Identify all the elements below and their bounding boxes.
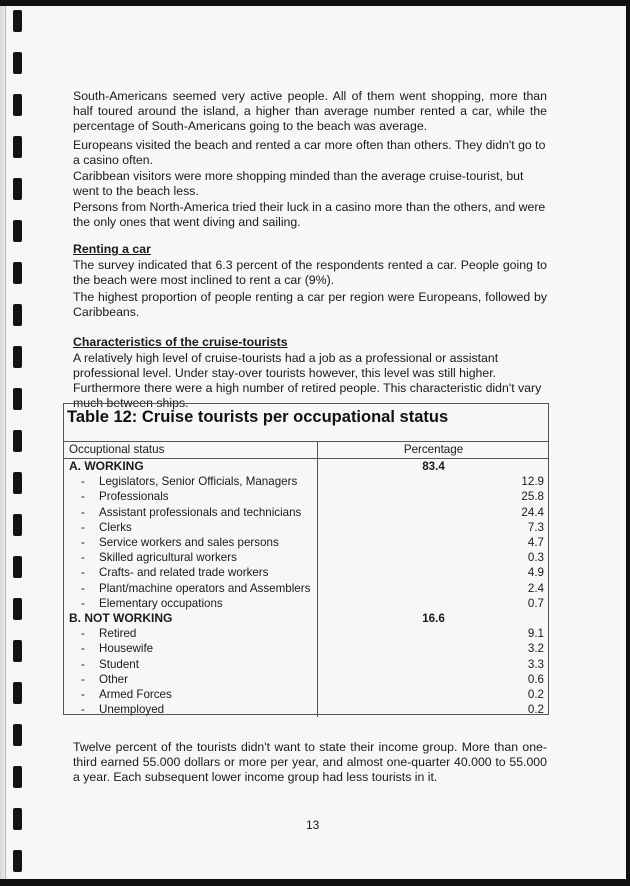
table-title: Table 12: Cruise tourists per occupational status bbox=[67, 408, 449, 426]
binder-hole bbox=[13, 850, 22, 872]
row-label: Plant/machine operators and Assemblers bbox=[99, 581, 311, 595]
row-label: Assistant professionals and technicians bbox=[99, 505, 302, 519]
binder-hole bbox=[13, 598, 22, 620]
binder-hole bbox=[13, 430, 22, 452]
paragraph-income: Twelve percent of the tourists didn't want to state their income group. More than one-third earned 55.000 dollars or more per year, and almost one-quarter 40.000 to 55.000 a year. Each subsequent lower income group had less tourists in it. bbox=[73, 740, 547, 784]
table-row bbox=[63, 565, 549, 580]
binder-hole bbox=[13, 808, 22, 830]
row-label: Elementary occupations bbox=[99, 596, 223, 610]
paragraph-south-americans: South-Americans seemed very active people. All of them went shopping, more than half toured around the island, a higher than average number rented a car, while the percentage of South-Americans going to the beach was average. bbox=[73, 89, 547, 133]
row-label: Clerks bbox=[99, 520, 132, 534]
row-value: 24.4 bbox=[521, 505, 544, 519]
bullet-dash: - bbox=[81, 657, 85, 671]
bullet-dash: - bbox=[81, 703, 85, 717]
column-header-percentage: Percentage bbox=[318, 442, 550, 459]
bullet-dash: - bbox=[81, 688, 85, 702]
group-row-not-working bbox=[63, 611, 549, 626]
binder-hole bbox=[13, 682, 22, 704]
table-grid bbox=[63, 441, 549, 717]
group-row-working bbox=[63, 459, 549, 475]
table-row bbox=[63, 474, 549, 489]
row-value: 3.3 bbox=[527, 657, 544, 671]
row-label: Legislators, Senior Officials, Managers bbox=[99, 475, 298, 489]
binding-edge bbox=[5, 6, 6, 879]
document-page bbox=[0, 6, 626, 879]
bullet-dash: - bbox=[81, 520, 85, 534]
heading-renting-a-car: Renting a car bbox=[73, 242, 151, 256]
bullet-dash: - bbox=[81, 490, 85, 504]
binder-hole bbox=[13, 178, 22, 200]
binder-hole bbox=[13, 640, 22, 662]
bullet-dash: - bbox=[81, 581, 85, 595]
row-value: 7.3 bbox=[527, 520, 544, 534]
table-row bbox=[63, 687, 549, 702]
table-row bbox=[63, 520, 549, 535]
bullet-dash: - bbox=[81, 475, 85, 489]
occupational-status-table bbox=[63, 403, 549, 715]
bullet-dash: - bbox=[81, 505, 85, 519]
row-label: Unemployed bbox=[99, 703, 165, 717]
binder-hole bbox=[13, 10, 22, 32]
table-row bbox=[63, 626, 549, 641]
row-label: Other bbox=[99, 672, 128, 686]
table-row bbox=[63, 489, 549, 504]
table-header-row bbox=[63, 442, 549, 459]
row-value: 9.1 bbox=[527, 627, 544, 641]
row-label: Student bbox=[99, 657, 139, 671]
binder-hole bbox=[13, 388, 22, 410]
binder-hole bbox=[13, 514, 22, 536]
column-header-status: Occuptional status bbox=[63, 442, 318, 459]
bullet-dash: - bbox=[81, 596, 85, 610]
binder-hole bbox=[13, 220, 22, 242]
bullet-dash: - bbox=[81, 566, 85, 580]
paragraph-renting-car-1: The survey indicated that 6.3 percent of the respondents rented a car. People going to the beach were most inclined to rent a car (9%). bbox=[73, 258, 547, 287]
binder-hole bbox=[13, 94, 22, 116]
table-row bbox=[63, 657, 549, 672]
row-label: Crafts- and related trade workers bbox=[99, 566, 269, 580]
row-value: 0.2 bbox=[527, 703, 544, 717]
row-value: 0.6 bbox=[527, 672, 544, 686]
binder-hole bbox=[13, 304, 22, 326]
table-row bbox=[63, 535, 549, 550]
table-row bbox=[63, 596, 549, 611]
row-value: 4.7 bbox=[527, 536, 544, 550]
row-value: 0.7 bbox=[527, 596, 544, 610]
table-row bbox=[63, 550, 549, 565]
binder-hole bbox=[13, 766, 22, 788]
row-label: Service workers and sales persons bbox=[99, 536, 279, 550]
binder-hole bbox=[13, 262, 22, 284]
binder-hole bbox=[13, 346, 22, 368]
group-label: A. WORKING bbox=[63, 459, 318, 475]
binder-hole bbox=[13, 136, 22, 158]
row-value: 12.9 bbox=[521, 475, 544, 489]
bullet-dash: - bbox=[81, 536, 85, 550]
row-value: 2.4 bbox=[527, 581, 544, 595]
table-row bbox=[63, 641, 549, 656]
table-row bbox=[63, 672, 549, 687]
row-value: 0.2 bbox=[527, 688, 544, 702]
group-total: 16.6 bbox=[422, 612, 445, 626]
paragraph-characteristics: A relatively high level of cruise-tourists had a job as a professional or assistant professional level. Under stay-over tourists however, this level was still higher. Furthermore there were a high number of retired people. This characteristic didn't vary much between ships. bbox=[73, 351, 542, 410]
table-row bbox=[63, 581, 549, 596]
table-row bbox=[63, 505, 549, 520]
row-label: Housewife bbox=[99, 642, 154, 656]
binder-hole bbox=[13, 472, 22, 494]
bullet-dash: - bbox=[81, 642, 85, 656]
row-label: Professionals bbox=[99, 490, 169, 504]
paragraph-caribbean: Caribbean visitors were more shopping minded than the average cruise-tourist, but went to the beach less. bbox=[73, 169, 524, 198]
row-value: 25.8 bbox=[521, 490, 544, 504]
paragraph-renting-car-2: The highest proportion of people renting a car per region were Europeans, followed by Caribbeans. bbox=[73, 290, 547, 319]
group-label: B. NOT WORKING bbox=[63, 611, 318, 626]
paragraph-north-america: Persons from North-America tried their luck in a casino more than the others, and were the only ones that went diving and sailing. bbox=[73, 200, 546, 229]
row-label: Retired bbox=[99, 627, 137, 641]
bullet-dash: - bbox=[81, 627, 85, 641]
page-number: 13 bbox=[306, 818, 320, 832]
paragraph-europeans: Europeans visited the beach and rented a car more often than others. They didn't go to a casino often. bbox=[73, 138, 546, 167]
table-row bbox=[63, 702, 549, 717]
bullet-dash: - bbox=[81, 551, 85, 565]
row-label: Armed Forces bbox=[99, 688, 172, 702]
binder-hole bbox=[13, 724, 22, 746]
bullet-dash: - bbox=[81, 672, 85, 686]
row-label: Skilled agricultural workers bbox=[99, 551, 237, 565]
row-value: 4.9 bbox=[527, 566, 544, 580]
binder-hole bbox=[13, 52, 22, 74]
row-value: 0.3 bbox=[527, 551, 544, 565]
row-value: 3.2 bbox=[527, 642, 544, 656]
heading-characteristics: Characteristics of the cruise-tourists bbox=[73, 335, 288, 349]
group-total: 83.4 bbox=[422, 460, 445, 473]
binder-hole bbox=[13, 556, 22, 578]
